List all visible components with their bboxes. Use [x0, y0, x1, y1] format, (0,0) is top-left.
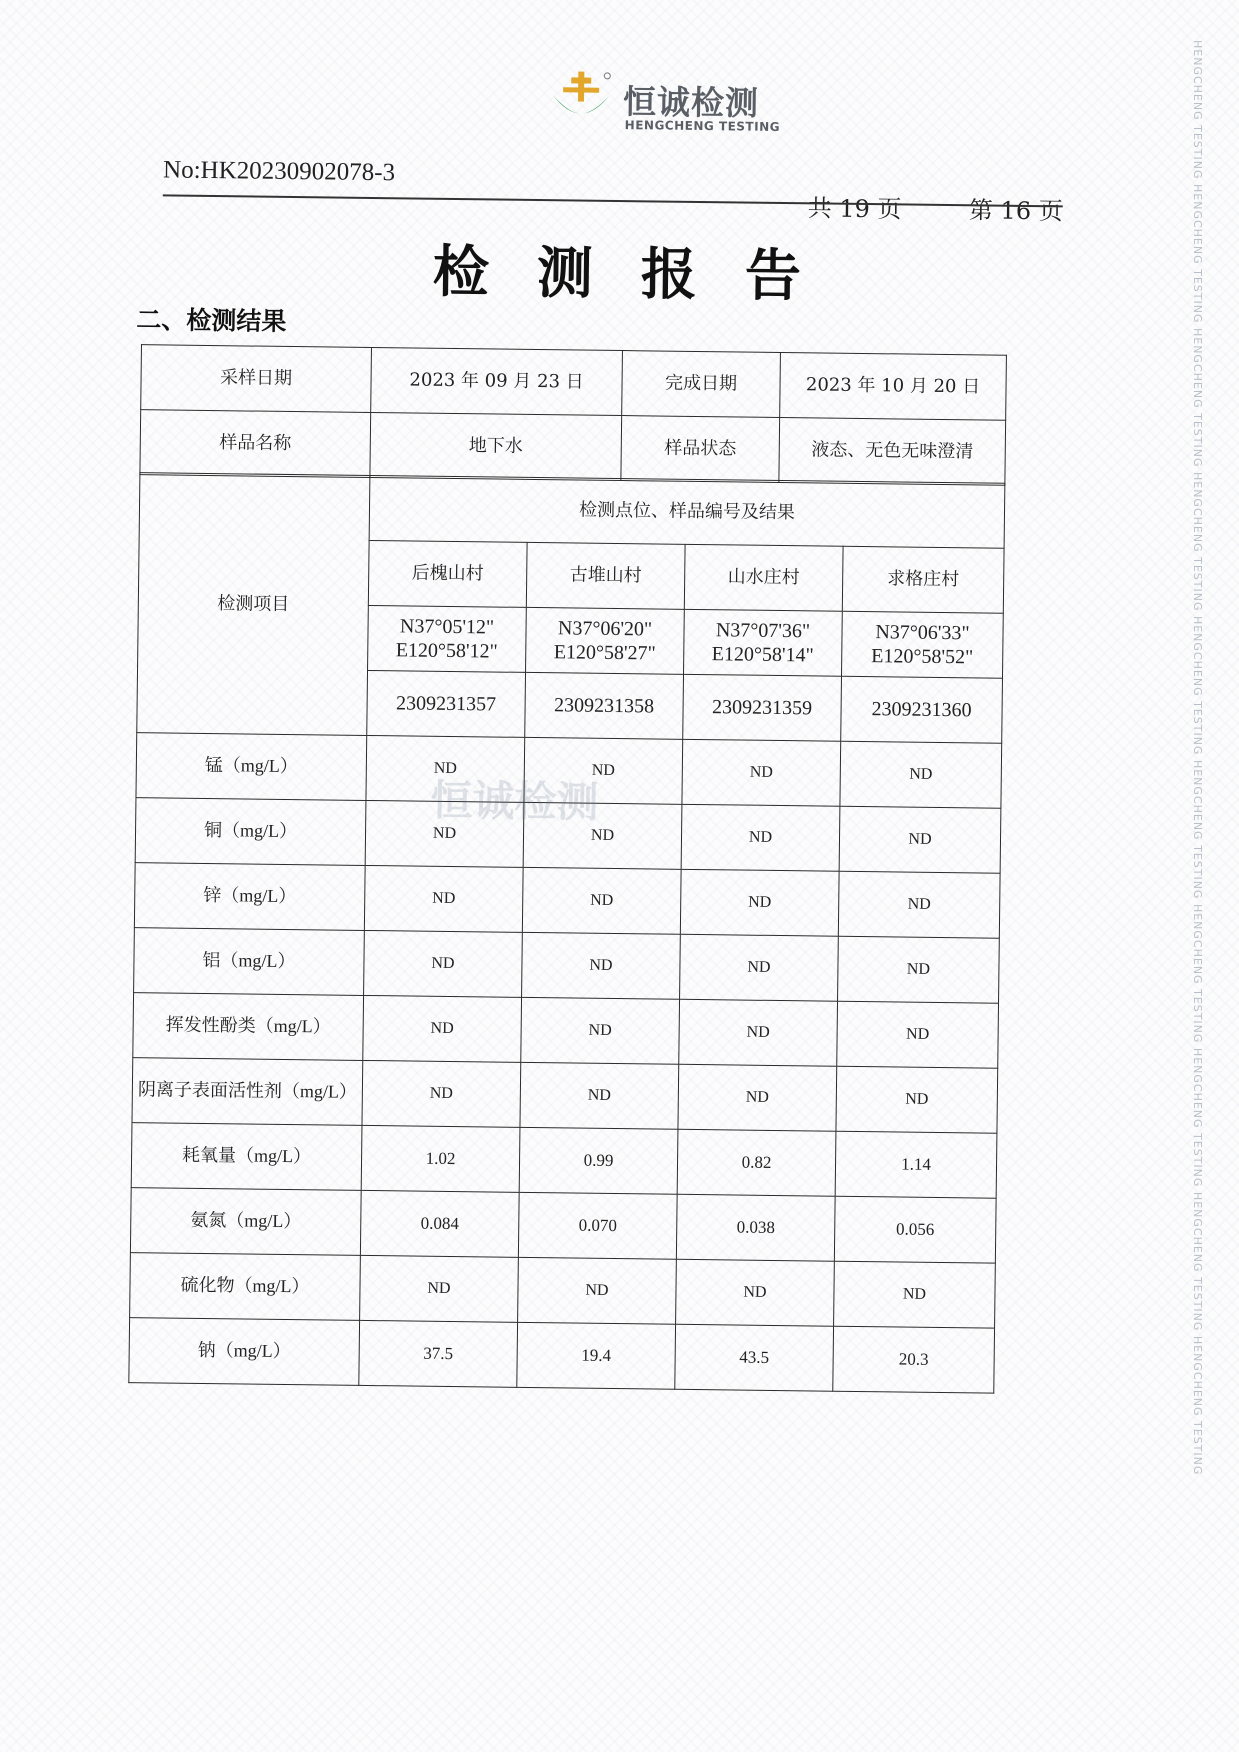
sampling-date-value: 2023 年 09 月 23 日 [371, 347, 623, 415]
test-item-unit: （mg/L） [215, 1340, 291, 1362]
result-row [130, 1253, 996, 1329]
test-item-name: 硫化物 [180, 1274, 235, 1297]
results-table [139, 344, 1007, 486]
report-number: No:HK20230902078-3 [162, 156, 396, 187]
test-item-unit: （mg/L） [221, 885, 297, 907]
result-value: ND [523, 802, 682, 869]
completion-date-value: 2023 年 10 月 20 日 [780, 352, 1007, 420]
test-item-name: 铝 [202, 950, 221, 972]
result-value: 0.038 [676, 1194, 835, 1261]
test-item-name: 锌 [203, 885, 222, 907]
site-latitude: N37°07'36" [715, 619, 811, 643]
report-sheet [89, 14, 1130, 1746]
result-row [132, 1058, 998, 1134]
completion-date-label: 完成日期 [622, 351, 781, 418]
side-watermark: HENGCHENG TESTING HENGCHENG TESTING HENGCHENG TESTING HENGCHENG TESTING HENGCHENG TESTING HENGCHENG TESTING HENGCHENG TESTING HENGCHENG TESTING HENGCHENG TESTING HENGCHENG TESTING [1191, 40, 1204, 1476]
site-name: 山水庄村 [684, 544, 843, 611]
test-item-name: 锰 [204, 755, 223, 777]
result-value: ND [360, 1255, 519, 1322]
sampling-date-label: 采样日期 [141, 345, 372, 413]
result-value: ND [676, 1259, 835, 1326]
result-row [131, 1123, 997, 1199]
result-value: ND [518, 1257, 677, 1324]
logo-english-name: HENGCHENG TESTING [624, 118, 781, 134]
sample-name-value: 地下水 [370, 412, 622, 480]
result-value: ND [681, 804, 840, 871]
result-value: 0.82 [677, 1129, 836, 1196]
result-value: ND [834, 1261, 996, 1328]
result-value: ND [680, 934, 839, 1001]
group-header-row [139, 473, 1005, 549]
result-value: ND [363, 995, 522, 1062]
test-item [133, 993, 364, 1061]
test-item [130, 1253, 361, 1321]
test-item-name: 阴离子表面活性剂 [137, 1079, 283, 1103]
result-value: 1.02 [361, 1125, 520, 1192]
site-name: 求格庄村 [842, 546, 1004, 613]
result-value: ND [366, 735, 525, 802]
result-value: ND [522, 932, 681, 999]
site-coordinates [684, 609, 843, 676]
center-watermark: 恒诚检测 [430, 775, 599, 827]
total-pages: 共 19 页 [807, 194, 902, 224]
sample-code: 2309231360 [841, 676, 1003, 743]
sample-code: 2309231358 [525, 672, 684, 739]
result-row [136, 733, 1002, 809]
hengcheng-logo-icon [549, 69, 614, 130]
result-value: ND [680, 869, 839, 936]
test-item-unit: （mg/L） [255, 1015, 331, 1037]
result-value: 37.5 [359, 1320, 518, 1387]
sample-code: 2309231359 [683, 674, 842, 741]
result-value: 19.4 [517, 1322, 676, 1389]
item-header: 检测项目 [137, 473, 370, 736]
test-item-unit: （mg/L） [234, 1275, 310, 1297]
result-value: ND [522, 867, 681, 934]
result-value: 0.070 [518, 1192, 677, 1259]
result-value: ND [364, 865, 523, 932]
site-name: 古堆山村 [526, 542, 685, 609]
result-value: ND [364, 930, 523, 997]
meta-row-dates [141, 345, 1007, 421]
sample-state-label: 样品状态 [621, 416, 780, 483]
sample-state-value: 液态、无色无味澄清 [779, 417, 1006, 485]
detection-results-table [128, 472, 1005, 1394]
result-row [133, 993, 999, 1069]
test-item-unit: （mg/L） [281, 1081, 358, 1103]
result-value: ND [836, 1066, 998, 1133]
current-page: 第 16 页 [968, 196, 1063, 226]
site-latitude: N37°05'12" [399, 615, 495, 639]
test-item [134, 928, 365, 996]
company-logo [549, 69, 810, 142]
test-item-unit: （mg/L） [220, 950, 296, 972]
site-coordinates [526, 607, 685, 674]
site-coordinates [841, 611, 1003, 678]
page-count [808, 188, 1063, 226]
test-item [131, 1123, 362, 1191]
test-item-name: 挥发性酚类 [165, 1014, 256, 1037]
section-title: 二、检测结果 [136, 305, 287, 336]
test-item-name: 钠 [197, 1340, 216, 1362]
result-value: 0.056 [834, 1196, 996, 1263]
result-value: ND [840, 741, 1002, 808]
result-value: ND [682, 739, 841, 806]
result-value: 20.3 [833, 1326, 995, 1393]
result-value: ND [521, 997, 680, 1064]
site-latitude: N37°06'20" [557, 617, 653, 641]
result-row [134, 928, 1000, 1004]
test-item-name: 耗氧量 [181, 1144, 237, 1167]
result-row [130, 1188, 996, 1264]
test-item [136, 733, 367, 801]
site-longitude: E120°58'12" [395, 639, 498, 663]
result-value: ND [838, 936, 1000, 1003]
result-value: 0.084 [360, 1190, 519, 1257]
result-value: ND [839, 806, 1001, 873]
test-item-unit: （mg/L） [222, 755, 298, 777]
test-item [132, 1058, 363, 1126]
site-longitude: E120°58'27" [553, 641, 656, 665]
result-value: ND [524, 737, 683, 804]
site-latitude: N37°06'33" [875, 621, 970, 645]
site-name: 后槐山村 [368, 540, 527, 607]
site-longitude: E120°58'52" [871, 645, 974, 669]
result-row [134, 863, 1000, 939]
result-value: 0.99 [519, 1127, 678, 1194]
result-value: ND [362, 1060, 521, 1127]
result-value: ND [365, 800, 524, 867]
test-item-unit: （mg/L） [221, 820, 298, 842]
test-item [135, 798, 366, 866]
result-value: ND [837, 1001, 999, 1068]
site-coordinates [368, 605, 527, 672]
sample-code: 2309231357 [367, 670, 526, 737]
sample-name-label: 样品名称 [140, 410, 371, 478]
test-item [130, 1188, 361, 1256]
test-item [134, 863, 365, 931]
result-value: 43.5 [675, 1324, 834, 1391]
result-value: ND [678, 1064, 837, 1131]
result-value: ND [679, 999, 838, 1066]
result-row [135, 798, 1001, 874]
test-item-unit: （mg/L） [235, 1145, 312, 1167]
test-item [129, 1318, 360, 1386]
test-item-unit: （mg/L） [226, 1210, 302, 1232]
page-title: 检测报告 [432, 239, 850, 310]
result-row [129, 1318, 995, 1394]
group-header: 检测点位、样品编号及结果 [369, 475, 1005, 548]
logo-chinese-name: 恒诚检测 [622, 82, 760, 123]
site-longitude: E120°58'14" [711, 643, 814, 667]
result-value: ND [838, 871, 1000, 938]
result-value: ND [520, 1062, 679, 1129]
result-value: 1.14 [835, 1131, 997, 1198]
test-item-name: 铜 [203, 820, 223, 842]
test-item-name: 氨氮 [190, 1210, 227, 1232]
